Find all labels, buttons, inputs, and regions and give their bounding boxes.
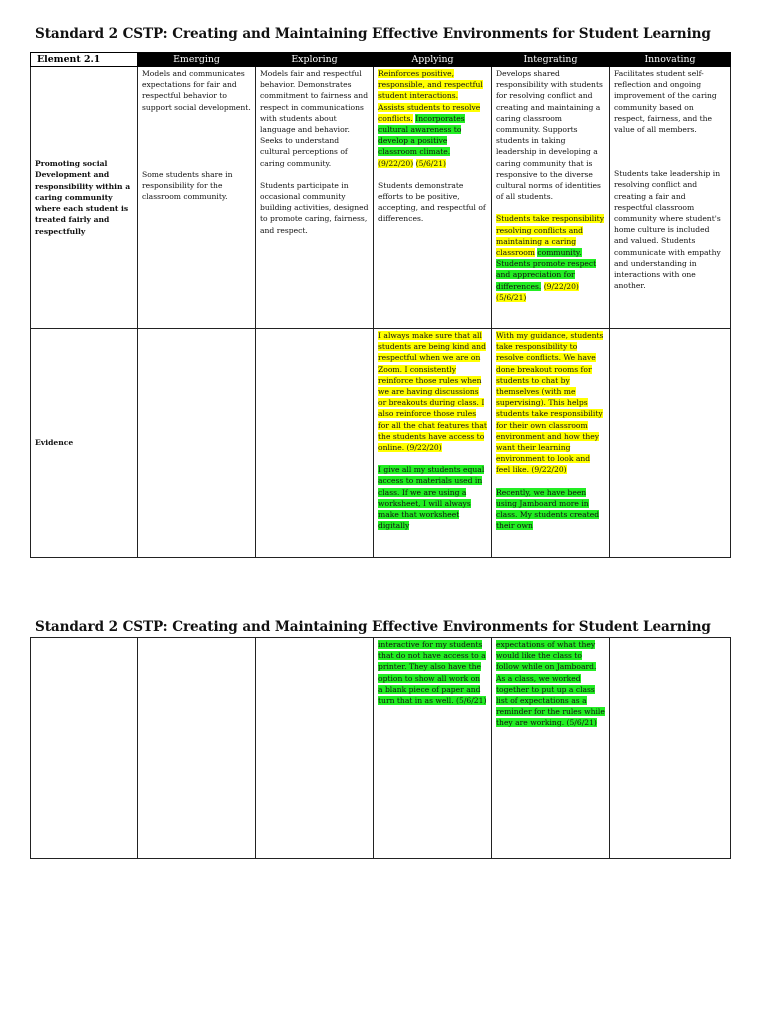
cell-text: Develops shared responsibility with students for resolving conflict and creating and maintaining a caring classroom community. Supports students in taking leadership in developing a caring community that is responsive to the diverse cultural norms of identities of all students.	[496, 69, 603, 202]
highlight-green: interactive for my students that do not have access to a printer. They also have the option to show all work on a blank piece of paper and turn that in as well. (5/6/21)	[378, 640, 487, 706]
cell-emerging	[138, 67, 256, 329]
evidence-integrating	[492, 329, 610, 558]
element-label: Element 2.1	[31, 53, 138, 67]
highlight-green: expectations of what they would like the class to follow while on Jamboard. As a class, we worked together to put up a class list of expectations as a reminder for the rules while they are working. (5/6/21)	[496, 640, 605, 728]
cell-text: Students participate in occasional community building activities, designed to promote caring, fairness, and respect.	[260, 180, 369, 235]
evidence-emerging	[138, 329, 256, 558]
cell-integrating	[492, 67, 610, 329]
evidence-innovating	[610, 329, 731, 558]
cell-applying	[374, 67, 492, 329]
page-title-continued: Standard 2 CSTP: Creating and Maintaining Effective Environments for Student Learning	[35, 619, 711, 635]
cell-text: Seeks to understand cultural perceptions of caring community.	[260, 136, 348, 168]
date-stamp: (5/6/21)	[496, 292, 527, 302]
level-header-applying: Applying	[374, 53, 492, 67]
highlight-yellow: I always make sure that all students are being kind and respectful when we are on Zoom. I consistently reinforce those rules when we are having discussions or breakouts during class. I also reinforce those rules for all the chat features that the students have access to online. (9/22/20)	[378, 331, 487, 453]
date-stamp: (9/22/20)	[378, 158, 414, 168]
evidence-applying	[374, 329, 492, 558]
table-row	[31, 67, 731, 329]
level-header-innovating: Innovating	[610, 53, 731, 67]
highlight-green: I give all my students equal access to materials used in class. If we are using a worksheet, I will always make that worksheet digitally	[378, 465, 485, 531]
rubric-table-continued	[30, 637, 731, 859]
highlight-green: Incorporates cultural awareness to develop a positive classroom climate.	[378, 113, 465, 157]
cont-exploring	[256, 638, 374, 859]
table-row	[31, 329, 731, 558]
date-stamp: (5/6/21)	[415, 158, 446, 168]
level-header-integrating: Integrating	[492, 53, 610, 67]
cell-text: Models fair and respectful behavior. Demonstrates commitment to fairness and respect in communications with students about language and behavior.	[260, 69, 369, 135]
cont-integrating	[492, 638, 610, 859]
cont-applying	[374, 638, 492, 859]
cont-label	[31, 638, 138, 859]
cell-text: Models and communicates expectations for fair and respectful behavior to support social development.	[142, 69, 251, 112]
cell-text: Some students share in responsibility for the classroom community.	[142, 169, 233, 202]
cell-exploring	[256, 67, 374, 329]
highlight-yellow: Students take responsibility resolving conflicts and maintaining a caring classroom	[496, 214, 604, 258]
cell-innovating	[610, 67, 731, 329]
cell-text: Students demonstrate efforts to be positive, accepting, and respectful of differences.	[378, 180, 486, 224]
rubric-table	[30, 52, 731, 558]
date-stamp: (9/22/20)	[543, 281, 579, 291]
cell-text: Facilitates student self-reflection and ongoing improvement of the caring community based on respect, fairness, and the value of all members.	[614, 69, 717, 135]
evidence-exploring	[256, 329, 374, 558]
level-header-emerging: Emerging	[138, 53, 256, 67]
cont-innovating	[610, 638, 731, 859]
highlight-yellow: With my guidance, students take responsibility to resolve conflicts. We have done breakout rooms for students to chat by themselves (with me supervising). This helps students take responsibility for their own classroom environment and how they want their learning environment to look and feel like. (9/22/20)	[496, 331, 604, 475]
page-title: Standard 2 CSTP: Creating and Maintaining Effective Environments for Student Learning	[35, 26, 711, 42]
level-header-exploring: Exploring	[256, 53, 374, 67]
highlight-yellow: Reinforces positive, responsible, and respectful student interactions. Assists students to resolve conflicts.	[378, 69, 483, 123]
cont-emerging	[138, 638, 256, 859]
cell-text: Students take leadership in resolving conflict and creating a fair and respectful classroom community where student's home culture is included and valued. Students communicate with empathy and understanding in interactions with one another.	[614, 169, 721, 291]
highlight-green: Recently, we have been using Jamboard more in class. My students created their own	[496, 487, 600, 531]
row-label-evidence: Evidence	[31, 329, 138, 558]
row-label-promoting: Promoting social Development and responsibility within a caring community where each student is treated fairly and respectfully	[31, 67, 138, 329]
highlight-green: community. Students promote respect and appreciation for differences.	[496, 248, 597, 291]
table-row	[31, 638, 731, 859]
